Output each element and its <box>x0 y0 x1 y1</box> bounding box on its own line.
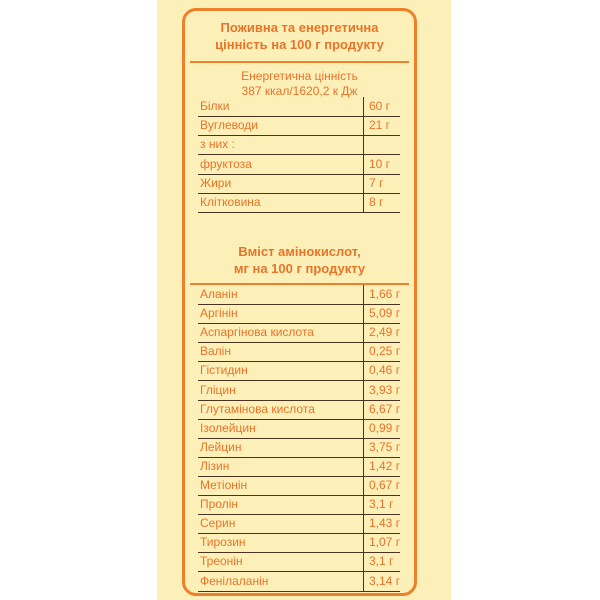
column-separator <box>363 400 364 419</box>
column-separator <box>363 116 364 135</box>
table-row <box>198 361 400 381</box>
column-separator <box>363 155 364 174</box>
table-row <box>198 285 400 305</box>
nutrition-divider <box>190 61 409 63</box>
column-separator <box>363 457 364 476</box>
row-value: 3,1 г <box>369 554 394 569</box>
column-separator <box>363 304 364 323</box>
row-value: 5,09 г <box>369 306 401 321</box>
column-separator <box>363 572 364 591</box>
row-label: Лейцин <box>200 439 242 454</box>
row-value: 1,66 г <box>369 287 401 301</box>
row-label: Валін <box>200 344 231 359</box>
row-value: 3,1 г <box>369 497 394 512</box>
row-label: Жири <box>200 175 232 190</box>
column-separator <box>363 97 364 116</box>
row-value: 1,42 г <box>369 458 401 473</box>
table-row <box>198 476 400 496</box>
table-row <box>198 135 400 155</box>
row-label: Треонін <box>200 554 243 569</box>
row-value: 8 г <box>369 195 384 209</box>
table-row <box>198 572 400 592</box>
row-value: 3,14 г <box>369 573 401 588</box>
column-separator <box>363 419 364 438</box>
energy-amount: 387 ккал/1620,2 к Дж <box>241 84 358 98</box>
table-row <box>198 116 400 136</box>
column-separator <box>363 514 364 533</box>
table-row <box>198 304 400 324</box>
row-label: Фенілаланін <box>200 573 269 588</box>
nutrition-title <box>185 19 414 53</box>
column-separator <box>363 193 364 212</box>
column-separator <box>363 135 364 154</box>
table-row <box>198 342 400 362</box>
table-row <box>198 438 400 458</box>
column-separator <box>363 438 364 457</box>
column-separator <box>363 533 364 552</box>
nutrition-title-line1: Поживна та енергетична <box>220 20 379 35</box>
row-label: Лізин <box>200 458 230 473</box>
energy-label: Енергетична цінність <box>241 69 358 83</box>
row-value: 0,25 г <box>369 344 401 359</box>
row-value: 0,99 г <box>369 420 401 435</box>
row-value: 6,67 г <box>369 401 401 416</box>
table-row <box>198 419 400 439</box>
row-label: Білки <box>200 99 230 113</box>
row-value: 0,46 г <box>369 363 401 378</box>
amino-title-line2: мг на 100 г продукту <box>233 261 366 276</box>
row-label: Пролін <box>200 497 239 512</box>
row-label: Тирозин <box>200 535 246 550</box>
column-separator <box>363 323 364 342</box>
nutrition-card <box>182 8 417 596</box>
column-separator <box>363 495 364 514</box>
energy-value <box>185 69 414 99</box>
row-label: Гістидин <box>200 363 248 378</box>
column-separator <box>363 381 364 400</box>
row-value: 3,93 г <box>369 382 401 397</box>
table-row <box>198 514 400 534</box>
table-row <box>198 323 400 343</box>
nutrition-title-line2: цінність на 100 г продукту <box>215 37 384 52</box>
column-separator <box>363 285 364 304</box>
row-label: Клітковина <box>200 195 261 209</box>
column-separator <box>363 361 364 380</box>
row-value: 10 г <box>369 156 391 171</box>
row-value: 7 г <box>369 175 384 190</box>
row-value: 1,43 г <box>369 516 401 531</box>
row-label: фруктоза <box>200 156 252 171</box>
table-row <box>198 400 400 420</box>
row-value: 3,75 г <box>369 439 401 454</box>
table-row <box>198 97 400 117</box>
table-row <box>198 193 400 213</box>
row-label: Вуглеводи <box>200 118 259 133</box>
column-separator <box>363 174 364 193</box>
row-label: Аспаргінова кислота <box>200 325 314 340</box>
row-label: Серин <box>200 516 236 531</box>
row-label: з них : <box>200 137 235 152</box>
table-row <box>198 457 400 477</box>
table-row <box>198 495 400 515</box>
amino-title-line1: Вміст амінокислот, <box>238 244 361 259</box>
row-value: 2,49 г <box>369 325 401 340</box>
row-label: Ізолейцин <box>200 420 256 435</box>
row-label: Глутамінова кислота <box>200 401 315 416</box>
row-label: Метіонін <box>200 478 248 492</box>
table-row <box>198 381 400 401</box>
row-value: 21 г <box>369 118 391 133</box>
row-label: Гліцин <box>200 382 236 397</box>
table-row <box>198 174 400 194</box>
amino-title <box>185 243 414 277</box>
row-value: 1,07 г <box>369 535 401 550</box>
table-row <box>198 552 400 572</box>
row-label: Аргінін <box>200 306 238 321</box>
column-separator <box>363 342 364 361</box>
row-value: 0,67 г <box>369 478 401 492</box>
table-row <box>198 533 400 553</box>
table-row <box>198 155 400 175</box>
column-separator <box>363 476 364 495</box>
column-separator <box>363 552 364 571</box>
row-value: 60 г <box>369 99 391 113</box>
row-label: Аланін <box>200 287 238 301</box>
